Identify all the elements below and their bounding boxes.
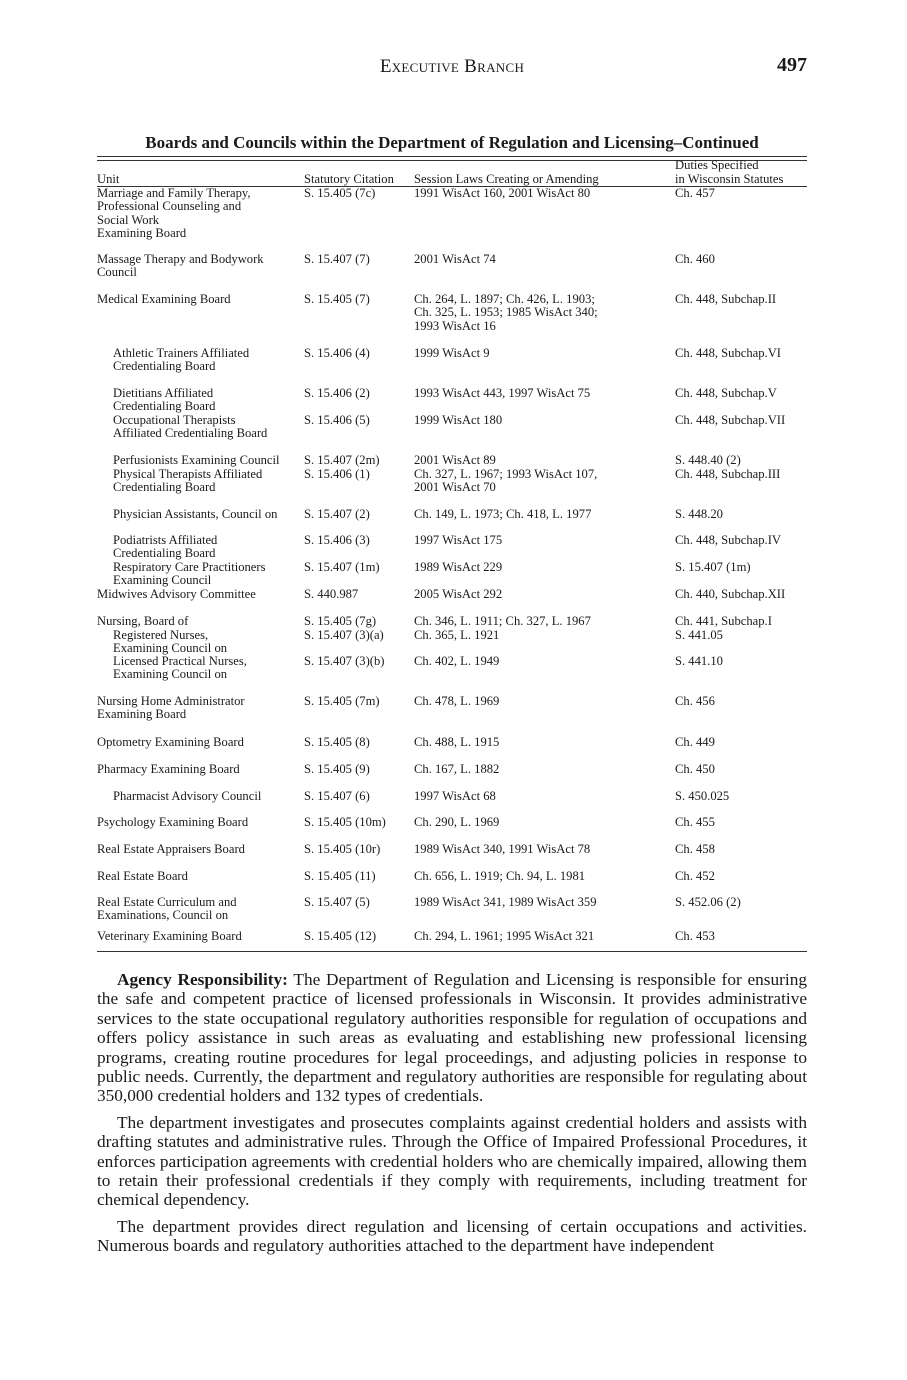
cell-citation-line: S. 15.405 (10r) — [304, 842, 381, 856]
running-head — [97, 56, 807, 80]
cell-citation — [304, 534, 412, 547]
cell-session-laws — [414, 387, 672, 400]
cell-session-laws-line: 1993 WisAct 443, 1997 WisAct 75 — [414, 386, 591, 400]
cell-unit — [97, 870, 302, 883]
cell-session-laws-line: 1993 WisAct 16 — [414, 318, 496, 333]
cell-unit — [113, 414, 303, 441]
cell-duties-line: Ch. 455 — [675, 815, 715, 829]
cell-unit-line: Optometry Examining Board — [97, 735, 244, 749]
cell-citation-line: S. 15.407 (3)(b) — [304, 654, 385, 668]
cell-session-laws — [414, 347, 672, 360]
cell-citation — [304, 187, 412, 200]
cell-citation — [304, 790, 412, 803]
cell-unit-line: Veterinary Examining Board — [97, 929, 242, 943]
cell-duties — [675, 629, 807, 642]
cell-duties-line: Ch. 453 — [675, 929, 715, 943]
cell-unit — [97, 816, 302, 829]
cell-citation-line: S. 15.406 (4) — [304, 346, 370, 360]
cell-session-laws-line: Ch. 346, L. 1911; Ch. 327, L. 1967 — [414, 614, 591, 628]
cell-citation-line: S. 15.407 (2) — [304, 507, 370, 521]
table-bottom-rule — [97, 951, 807, 952]
cell-citation — [304, 695, 412, 708]
cell-citation — [304, 763, 412, 776]
cell-unit — [97, 695, 302, 722]
cell-unit — [97, 930, 302, 943]
cell-citation — [304, 454, 412, 467]
cell-citation-line: S. 15.407 (3)(a) — [304, 628, 384, 642]
cell-unit — [113, 629, 303, 656]
cell-duties — [675, 293, 807, 306]
cell-citation — [304, 588, 412, 601]
cell-duties — [675, 468, 807, 481]
cell-unit — [97, 896, 302, 923]
cell-session-laws — [414, 930, 672, 943]
cell-duties-line: Ch. 457 — [675, 186, 715, 200]
cell-citation-line: S. 15.405 (7) — [304, 292, 370, 306]
cell-duties-line: Ch. 460 — [675, 252, 715, 266]
cell-citation — [304, 629, 412, 642]
cell-duties — [675, 816, 807, 829]
cell-duties-line: Ch. 440, Subchap.XII — [675, 587, 786, 601]
cell-duties — [675, 561, 807, 574]
column-header-unit: Unit — [97, 171, 120, 186]
cell-session-laws — [414, 736, 672, 749]
cell-session-laws-line: Ch. 167, L. 1882 — [414, 762, 500, 776]
cell-session-laws — [414, 454, 672, 467]
cell-unit — [97, 615, 302, 628]
cell-duties — [675, 615, 807, 628]
cell-duties-line: Ch. 458 — [675, 842, 715, 856]
cell-unit-line: Credentialing Board — [113, 546, 216, 561]
cell-session-laws-line: 1997 WisAct 175 — [414, 533, 503, 547]
cell-citation — [304, 508, 412, 521]
paragraph-lead: Agency Responsibility: — [117, 970, 288, 989]
cell-unit — [113, 347, 303, 374]
cell-citation — [304, 736, 412, 749]
cell-citation-line: S. 15.405 (8) — [304, 735, 370, 749]
cell-citation — [304, 870, 412, 883]
cell-citation — [304, 561, 412, 574]
cell-session-laws-line: 1989 WisAct 340, 1991 WisAct 78 — [414, 842, 591, 856]
cell-duties — [675, 655, 807, 668]
cell-unit — [113, 454, 303, 467]
cell-unit-line: Massage Therapy and Bodywork — [97, 252, 264, 266]
paragraph-1 — [97, 970, 807, 1106]
cell-citation-line: S. 15.406 (2) — [304, 386, 370, 400]
cell-duties-line: S. 441.05 — [675, 628, 723, 642]
cell-duties-line: S. 452.06 (2) — [675, 895, 741, 909]
cell-duties-line: Ch. 456 — [675, 694, 715, 708]
cell-unit-line: Marriage and Family Therapy, — [97, 186, 251, 200]
paragraph-1-text: The Department of Regulation and Licensing is responsible for ensuring the safe and competent practice of licensed professionals in Wisconsin. It provides administrative services to the state occupational regulatory authorities responsible for regulation of occupations and offers policy assistance in such areas as evaluating and establishing new professional licensing programs, creating routine procedures for legal proceedings, and adjusting policies in response to public needs. Currently, the department and regulatory authorities are responsible for regulating about 350,000 credential holders and 132 types of credentials. — [97, 970, 807, 1106]
cell-unit-line: Registered Nurses, — [113, 628, 209, 642]
cell-unit-line: Real Estate Curriculum and — [97, 895, 237, 909]
cell-citation-line: S. 15.407 (6) — [304, 789, 370, 803]
cell-unit-line: Respiratory Care Practitioners — [113, 560, 266, 574]
cell-unit-line: Credentialing Board — [113, 359, 216, 374]
cell-duties — [675, 414, 807, 427]
cell-duties-line: Ch. 448, Subchap.II — [675, 292, 777, 306]
cell-citation — [304, 414, 412, 427]
cell-unit-line: Midwives Advisory Committee — [97, 587, 256, 601]
cell-unit-line: Credentialing Board — [113, 480, 216, 495]
cell-unit-line: Council — [97, 265, 137, 280]
cell-session-laws-line: 2005 WisAct 292 — [414, 587, 503, 601]
cell-citation-line: S. 15.406 (3) — [304, 533, 370, 547]
cell-duties-line: Ch. 449 — [675, 735, 715, 749]
cell-unit-line: Examining Council — [113, 573, 212, 588]
cell-citation-line: S. 15.405 (7c) — [304, 186, 376, 200]
cell-session-laws — [414, 468, 672, 495]
cell-duties-line: Ch. 441, Subchap.I — [675, 614, 772, 628]
cell-unit-line: Examinations, Council on — [97, 908, 229, 923]
cell-duties-line: Ch. 452 — [675, 869, 715, 883]
cell-session-laws-line: 1997 WisAct 68 — [414, 789, 496, 803]
cell-session-laws — [414, 414, 672, 427]
cell-unit-line: Pharmacy Examining Board — [97, 762, 240, 776]
cell-session-laws-line: Ch. 488, L. 1915 — [414, 735, 500, 749]
cell-citation-line: S. 15.406 (5) — [304, 413, 370, 427]
cell-session-laws — [414, 629, 672, 642]
cell-session-laws — [414, 843, 672, 856]
cell-duties-line: S. 448.20 — [675, 507, 723, 521]
cell-session-laws-line: 2001 WisAct 89 — [414, 453, 496, 467]
cell-unit-line: Medical Examining Board — [97, 292, 231, 306]
cell-session-laws — [414, 534, 672, 547]
column-header-duties-line1: Duties Specified — [675, 158, 759, 173]
cell-duties — [675, 870, 807, 883]
cell-unit — [113, 655, 303, 682]
cell-citation-line: S. 15.405 (10m) — [304, 815, 386, 829]
cell-unit-line: Nursing Home Administrator — [97, 694, 245, 708]
cell-citation-line: S. 15.407 (1m) — [304, 560, 380, 574]
cell-unit — [113, 790, 303, 803]
cell-session-laws-line: Ch. 327, L. 1967; 1993 WisAct 107, — [414, 467, 598, 481]
cell-unit — [113, 468, 303, 495]
cell-unit-line: Real Estate Board — [97, 869, 188, 883]
cell-unit — [97, 293, 302, 306]
cell-unit-line: Podiatrists Affiliated — [113, 533, 218, 547]
cell-unit-line: Dietitians Affiliated — [113, 386, 214, 400]
cell-session-laws-line: 1999 WisAct 180 — [414, 413, 503, 427]
cell-citation — [304, 896, 412, 909]
cell-duties — [675, 790, 807, 803]
cell-session-laws-line: 1989 WisAct 341, 1989 WisAct 359 — [414, 895, 597, 909]
paragraph-2: The department investigates and prosecutes complaints against credential holders and assists with drafting statutes and administrative rules. Through the Office of Impaired Professional Procedures, it enforces participation agreements with credential holders who are chemically impaired, allowing them to retain their professional credentials if they comply with requirements, including treatment for chemical dependency. — [97, 1112, 807, 1210]
cell-unit — [113, 534, 303, 561]
cell-citation — [304, 816, 412, 829]
cell-unit-line: Perfusionists Examining Council — [113, 453, 280, 467]
cell-unit-line: Examining Council on — [113, 641, 228, 656]
cell-citation — [304, 930, 412, 943]
cell-duties-line: Ch. 448, Subchap.V — [675, 386, 777, 400]
cell-duties — [675, 387, 807, 400]
cell-unit-line: Physician Assistants, Council on — [113, 507, 278, 521]
cell-session-laws-line: 1999 WisAct 9 — [414, 346, 490, 360]
cell-unit-line: Athletic Trainers Affiliated — [113, 346, 250, 360]
cell-session-laws-line: 1989 WisAct 229 — [414, 560, 503, 574]
cell-session-laws-line: Ch. 290, L. 1969 — [414, 815, 500, 829]
cell-duties — [675, 253, 807, 266]
cell-duties — [675, 454, 807, 467]
cell-unit-line: Licensed Practical Nurses, — [113, 654, 247, 668]
cell-unit — [97, 253, 302, 280]
cell-unit — [97, 588, 302, 601]
cell-citation — [304, 843, 412, 856]
cell-unit — [113, 508, 303, 521]
cell-session-laws — [414, 655, 672, 668]
cell-citation — [304, 615, 412, 628]
column-header-citation: Statutory Citation — [304, 171, 394, 186]
cell-unit-line: Pharmacist Advisory Council — [113, 789, 262, 803]
cell-duties — [675, 736, 807, 749]
cell-session-laws-line: Ch. 656, L. 1919; Ch. 94, L. 1981 — [414, 869, 586, 883]
cell-duties-line: Ch. 448, Subchap.VI — [675, 346, 781, 360]
cell-session-laws — [414, 763, 672, 776]
cell-citation-line: S. 15.407 (5) — [304, 895, 370, 909]
cell-duties-line: S. 450.025 — [675, 789, 730, 803]
cell-citation — [304, 655, 412, 668]
cell-session-laws-line: 2001 WisAct 74 — [414, 252, 496, 266]
cell-session-laws-line: Ch. 149, L. 1973; Ch. 418, L. 1977 — [414, 507, 592, 521]
cell-citation-line: S. 15.406 (1) — [304, 467, 370, 481]
cell-session-laws-line: Ch. 478, L. 1969 — [414, 694, 500, 708]
boards-table — [97, 158, 807, 943]
column-header-session-laws: Session Laws Creating or Amending — [414, 171, 599, 186]
cell-duties — [675, 843, 807, 856]
cell-session-laws — [414, 870, 672, 883]
cell-duties — [675, 695, 807, 708]
cell-citation-line: S. 15.405 (9) — [304, 762, 370, 776]
cell-citation-line: S. 440.987 — [304, 587, 359, 601]
cell-unit — [97, 736, 302, 749]
cell-session-laws — [414, 816, 672, 829]
cell-citation-line: S. 15.405 (7g) — [304, 614, 377, 628]
cell-duties — [675, 763, 807, 776]
cell-session-laws-line: 1991 WisAct 160, 2001 WisAct 80 — [414, 186, 591, 200]
cell-session-laws — [414, 896, 672, 909]
cell-citation — [304, 387, 412, 400]
cell-unit-line: Real Estate Appraisers Board — [97, 842, 245, 856]
cell-unit — [97, 843, 302, 856]
cell-duties-line: S. 448.40 (2) — [675, 453, 741, 467]
cell-duties — [675, 930, 807, 943]
cell-duties — [675, 508, 807, 521]
cell-session-laws — [414, 790, 672, 803]
cell-citation — [304, 253, 412, 266]
cell-unit-line: Affiliated Credentialing Board — [113, 426, 268, 441]
cell-citation-line: S. 15.405 (11) — [304, 869, 376, 883]
cell-duties — [675, 187, 807, 200]
cell-unit-line: Occupational Therapists — [113, 413, 236, 427]
cell-unit-line: Social Work — [97, 212, 160, 227]
cell-session-laws-line: Ch. 294, L. 1961; 1995 WisAct 321 — [414, 929, 595, 943]
cell-unit-line: Credentialing Board — [113, 399, 216, 414]
running-title: Executive Branch — [379, 56, 525, 77]
cell-unit-line: Physical Therapists Affiliated — [113, 467, 263, 481]
cell-duties — [675, 588, 807, 601]
cell-session-laws — [414, 508, 672, 521]
cell-citation-line: S. 15.405 (12) — [304, 929, 377, 943]
cell-citation — [304, 347, 412, 360]
table-title: Boards and Councils within the Department of Regulation and Licensing–Continued — [145, 133, 759, 152]
cell-unit — [97, 763, 302, 776]
cell-session-laws — [414, 615, 672, 628]
column-header-duties-line2: in Wisconsin Statutes — [675, 171, 784, 186]
cell-unit — [113, 387, 303, 414]
cell-duties — [675, 896, 807, 909]
cell-session-laws — [414, 293, 672, 333]
cell-unit-line: Professional Counseling and — [97, 199, 242, 214]
cell-session-laws-line: Ch. 402, L. 1949 — [414, 654, 500, 668]
cell-citation — [304, 293, 412, 306]
cell-session-laws — [414, 695, 672, 708]
column-header-duties — [675, 159, 807, 186]
cell-duties — [675, 534, 807, 547]
cell-duties-line: Ch. 448, Subchap.III — [675, 467, 781, 481]
cell-session-laws — [414, 588, 672, 601]
cell-unit-line: Nursing, Board of — [97, 614, 189, 628]
cell-unit-line: Examining Board — [97, 707, 187, 722]
cell-unit-line: Examining Board — [97, 226, 187, 241]
cell-session-laws-line: Ch. 325, L. 1953; 1985 WisAct 340; — [414, 305, 598, 320]
cell-unit — [97, 187, 302, 241]
cell-session-laws — [414, 561, 672, 574]
cell-citation — [304, 468, 412, 481]
cell-session-laws — [414, 187, 672, 200]
cell-citation-line: S. 15.407 (2m) — [304, 453, 380, 467]
cell-duties — [675, 347, 807, 360]
page-number: 497 — [777, 54, 807, 76]
cell-duties-line: Ch. 448, Subchap.VII — [675, 413, 786, 427]
cell-duties-line: Ch. 450 — [675, 762, 715, 776]
cell-duties-line: S. 15.407 (1m) — [675, 560, 751, 574]
cell-duties-line: Ch. 448, Subchap.IV — [675, 533, 781, 547]
cell-session-laws — [414, 253, 672, 266]
cell-session-laws-line: Ch. 365, L. 1921 — [414, 628, 500, 642]
cell-unit-line: Examining Council on — [113, 667, 228, 682]
cell-session-laws-line: 2001 WisAct 70 — [414, 480, 496, 495]
cell-citation-line: S. 15.405 (7m) — [304, 694, 380, 708]
table-header — [97, 160, 807, 187]
paragraph-3: The department provides direct regulation and licensing of certain occupations and activities. Numerous boards and regulatory authorities attached to the department have independent — [97, 1216, 807, 1256]
cell-unit-line: Psychology Examining Board — [97, 815, 249, 829]
cell-duties-line: S. 441.10 — [675, 654, 723, 668]
cell-citation-line: S. 15.407 (7) — [304, 252, 370, 266]
cell-unit — [113, 561, 303, 588]
cell-session-laws-line: Ch. 264, L. 1897; Ch. 426, L. 1903; — [414, 292, 595, 306]
agency-responsibility-text — [97, 970, 807, 1263]
